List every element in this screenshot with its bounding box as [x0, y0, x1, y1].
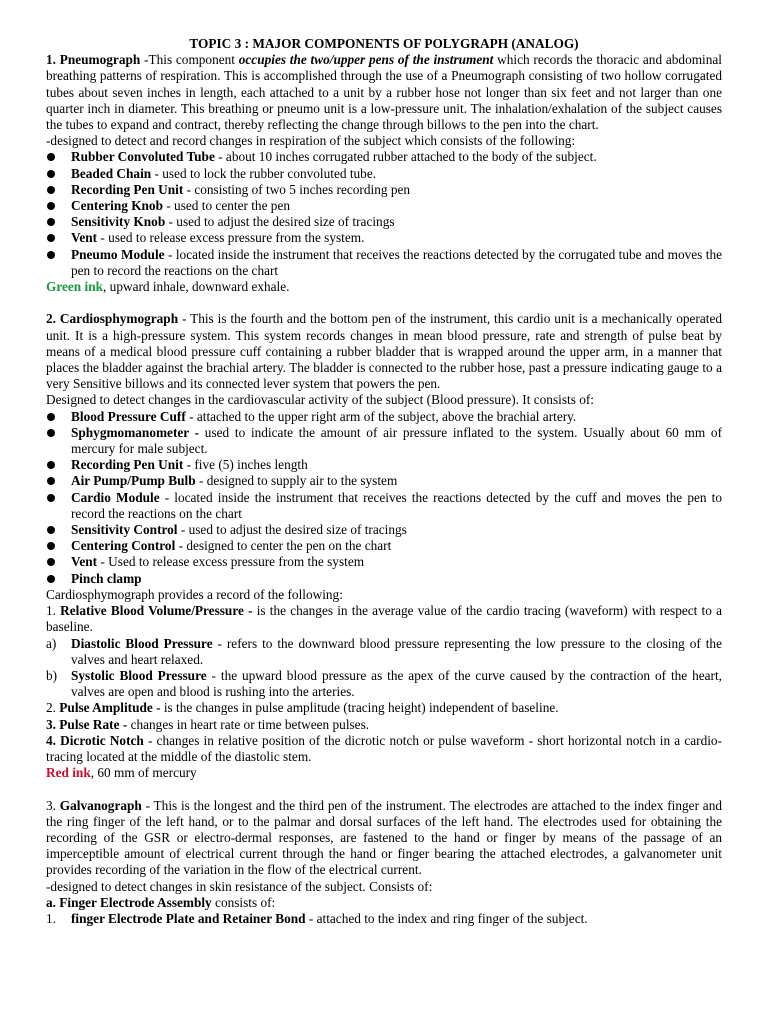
- list-item: Rubber Convoluted Tube - about 10 inches corrugated rubber attached to the body of the subject.: [46, 149, 722, 165]
- finger-electrode-item-1: 1. finger Electrode Plate and Retainer Bond - attached to the index and ring finger of the subject.: [46, 910, 588, 926]
- cardio-record-1: 1. Relative Blood Volume/Pressure - is the changes in the average value of the cardio tracing (waveform) with respect to a baseline.: [46, 603, 722, 635]
- list-item: Centering Knob - used to center the pen: [46, 198, 722, 214]
- list-item: Cardio Module - located inside the instrument that receives the reactions detected by the cuff and moves the pen to record the reactions on the chart: [46, 490, 722, 522]
- list-item: Sensitivity Knob - used to adjust the desired size of tracings: [46, 214, 722, 230]
- cardio-ink-note: Red ink, 60 mm of mercury: [46, 765, 197, 781]
- red-ink-label: Red ink: [46, 765, 91, 781]
- galvanograph-heading: Galvanograph: [59, 797, 142, 813]
- pneumograph-intro: 1. Pneumograph -This component occupies the two/upper pens of the instrument which records the thoracic and abdominal breathing patterns of respiration. This is accomplished through the use of a Pneumograph consisting of two hollow corrugated tubes about seven inches in length, each attached to a unit by a rubber hose not longer than six feet and not larger than one quarter inch in diameter. This breathing or pneumo unit is a low-pressure unit. The inhalation/exhalation of the subject causes the tubes to expand and contract, thereby reflecting the change through billows to the pen into the chart.: [46, 52, 722, 133]
- spacer: [46, 781, 722, 797]
- list-item: Air Pump/Pump Bulb - designed to supply air to the system: [46, 473, 722, 489]
- cardio-record-1b: b) Systolic Blood Pressure - the upward blood pressure as the apex of the curve caused by the contraction of the heart, valves are open and blood is rushing into the arteries.: [46, 667, 723, 700]
- pneumograph-component-list: [46, 149, 722, 279]
- list-item: Sphygmomanometer - used to indicate the amount of air pressure inflated to the system. Usually about 60 mm of mercury for male subject.: [46, 425, 722, 457]
- pneumograph-emphasis: occupies the two/upper pens of the instrument: [238, 52, 494, 68]
- finger-electrode-assembly: a. Finger Electrode Assembly consists of:: [46, 894, 276, 910]
- spacer: [46, 295, 722, 311]
- cardio-record-3: 3. Pulse Rate - changes in heart rate or time between pulses.: [46, 716, 370, 732]
- list-item: Sensitivity Control - used to adjust the desired size of tracings: [46, 522, 722, 538]
- pneumograph-heading: 1. Pneumograph: [46, 52, 141, 68]
- list-item: Pinch clamp: [46, 571, 722, 587]
- topic-title: TOPIC 3 : MAJOR COMPONENTS OF POLYGRAPH (ANALOG): [189, 36, 579, 51]
- cardio-record-2: 2. Pulse Amplitude - is the changes in pulse amplitude (tracing height) independent of baseline.: [46, 700, 559, 716]
- list-item: Beaded Chain - used to lock the rubber convoluted tube.: [46, 166, 722, 182]
- cardio-record-1a: a) Diastolic Blood Pressure - refers to the downward blood pressure representing the low pressure to the closing of the valves and heart relaxed.: [46, 635, 722, 667]
- list-item: Vent - used to release excess pressure from the system.: [46, 230, 722, 246]
- list-item: Vent - Used to release excess pressure from the system: [46, 554, 722, 570]
- list-item: Centering Control - designed to center the pen on the chart: [46, 538, 722, 554]
- cardio-designed: Designed to detect changes in the cardiovascular activity of the subject (Blood pressure). It consists of:: [46, 392, 594, 408]
- cardio-component-list: [46, 409, 722, 587]
- green-ink-label: Green ink: [46, 279, 104, 295]
- list-item: Blood Pressure Cuff - attached to the upper right arm of the subject, above the brachial artery.: [46, 409, 722, 425]
- cardio-provides: Cardiosphymograph provides a record of the following:: [46, 586, 343, 602]
- pneumograph-designed: -designed to detect and record changes in respiration of the subject which consists of the following:: [46, 133, 576, 149]
- cardio-heading: 2. Cardiosphymograph: [46, 311, 179, 327]
- document-content: [46, 36, 722, 927]
- list-item: Pneumo Module - located inside the instrument that receives the reactions detected by the corrugated tube and moves the pen to record the reactions on the chart: [46, 247, 722, 279]
- list-item: Recording Pen Unit - consisting of two 5 inches recording pen: [46, 182, 722, 198]
- cardio-intro: 2. Cardiosphymograph - This is the fourth and the bottom pen of the instrument, this cardio unit is a mechanically operated unit. It is a high-pressure system. This system records changes in mean blood pressure, rate and strength of pulse beat by means of a medical blood pressure cuff containing a rubber bladder that is wrapped around the upper arm, in a manner that places the bladder against the brachial artery. The bladder is connected to the rubber hose, past a pressure indicating gauge to a very Sensitive billows and its connected lever system that powers the pen.: [46, 311, 722, 392]
- cardio-record-4: 4. Dicrotic Notch - changes in relative position of the dicrotic notch or pulse waveform - short horizontal notch in a cardio-tracing located at the middle of the diastolic stem.: [46, 732, 722, 764]
- pneumograph-ink-note: Green ink, upward inhale, downward exhale.: [46, 279, 290, 295]
- list-item: Recording Pen Unit - five (5) inches length: [46, 457, 722, 473]
- galvanograph-intro: 3. Galvanograph - This is the longest and the third pen of the instrument. The electrodes are attached to the index finger and the ring finger of the left hand, or to the palmar and dorsal surfaces of the left hand. The electrodes used for obtaining the recording of the GSR or electro-dermal responses, are fastened to the hand or finger by means of the passage of an imperceptible amount of electrical current through the hand or finger bearing the attached electrodes, a galvanometer unit provides recording of the variation in the flow of the electrical current.: [46, 797, 722, 878]
- galvanograph-designed: -designed to detect changes in skin resistance of the subject. Consists of:: [46, 878, 433, 894]
